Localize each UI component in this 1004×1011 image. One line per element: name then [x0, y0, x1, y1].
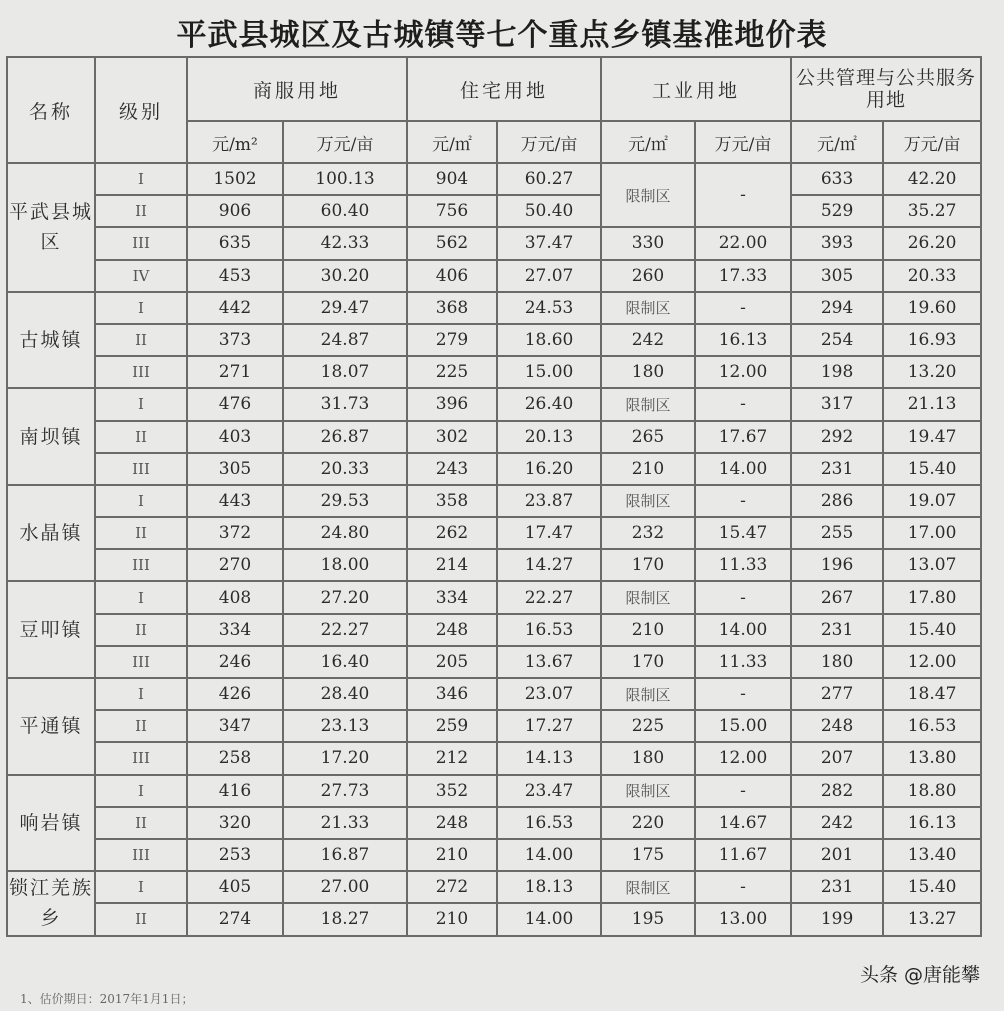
value-cell: 476: [187, 388, 283, 420]
value-cell: 243: [407, 453, 497, 485]
level-cell: III: [95, 742, 187, 774]
level-cell: II: [95, 614, 187, 646]
value-cell: 302: [407, 421, 497, 453]
table-row: [7, 549, 981, 581]
value-cell: 29.53: [283, 485, 407, 517]
table-row: [7, 517, 981, 549]
value-cell: 60.27: [497, 163, 601, 195]
value-cell: 277: [791, 678, 883, 710]
value-cell: 320: [187, 807, 283, 839]
value-cell: -: [695, 871, 791, 903]
value-cell: 13.80: [883, 742, 981, 774]
table-row: [7, 839, 981, 871]
value-cell: 19.07: [883, 485, 981, 517]
header-public-service: 公共管理与公共服务用地: [791, 57, 981, 121]
value-cell: 248: [791, 710, 883, 742]
value-cell: 限制区: [601, 871, 695, 903]
value-cell: -: [695, 485, 791, 517]
value-cell: 42.20: [883, 163, 981, 195]
value-cell: 17.20: [283, 742, 407, 774]
level-cell: I: [95, 678, 187, 710]
level-cell: II: [95, 421, 187, 453]
value-cell: 14.00: [695, 614, 791, 646]
value-cell: 27.20: [283, 581, 407, 613]
value-cell: -: [695, 775, 791, 807]
value-cell: 27.00: [283, 871, 407, 903]
level-cell: I: [95, 871, 187, 903]
value-cell: 17.00: [883, 517, 981, 549]
value-cell: 405: [187, 871, 283, 903]
value-cell: 16.87: [283, 839, 407, 871]
table-row: [7, 163, 981, 195]
header-commercial: 商服用地: [187, 57, 407, 121]
value-cell: 292: [791, 421, 883, 453]
unit-header: 元/㎡: [791, 121, 883, 163]
value-cell: 408: [187, 581, 283, 613]
value-cell: 262: [407, 517, 497, 549]
value-cell: 442: [187, 292, 283, 324]
level-cell: IV: [95, 260, 187, 292]
value-cell: 限制区: [601, 775, 695, 807]
value-cell: 12.00: [695, 742, 791, 774]
value-cell: 195: [601, 903, 695, 935]
value-cell: 180: [601, 356, 695, 388]
table-row: [7, 903, 981, 935]
level-cell: I: [95, 292, 187, 324]
level-cell: I: [95, 581, 187, 613]
level-cell: II: [95, 710, 187, 742]
value-cell: 279: [407, 324, 497, 356]
value-cell: 248: [407, 614, 497, 646]
level-cell: II: [95, 195, 187, 227]
value-cell: 限制区: [601, 581, 695, 613]
value-cell: 14.13: [497, 742, 601, 774]
value-cell: 17.67: [695, 421, 791, 453]
value-cell: 272: [407, 871, 497, 903]
value-cell: 170: [601, 549, 695, 581]
value-cell: 26.87: [283, 421, 407, 453]
value-cell: 100.13: [283, 163, 407, 195]
table-row: [7, 195, 981, 227]
level-cell: II: [95, 517, 187, 549]
value-cell: 11.67: [695, 839, 791, 871]
value-cell: -: [695, 292, 791, 324]
table-row: [7, 807, 981, 839]
value-cell: 368: [407, 292, 497, 324]
value-cell: 260: [601, 260, 695, 292]
value-cell: 17.47: [497, 517, 601, 549]
value-cell: 210: [407, 903, 497, 935]
level-cell: I: [95, 163, 187, 195]
value-cell: 232: [601, 517, 695, 549]
value-cell: 31.73: [283, 388, 407, 420]
value-cell: 453: [187, 260, 283, 292]
unit-header: 万元/亩: [883, 121, 981, 163]
value-cell: 225: [407, 356, 497, 388]
value-cell: 27.07: [497, 260, 601, 292]
value-cell: 214: [407, 549, 497, 581]
value-cell: 35.27: [883, 195, 981, 227]
value-cell: 406: [407, 260, 497, 292]
value-cell: 271: [187, 356, 283, 388]
value-cell: 18.13: [497, 871, 601, 903]
value-cell: 13.40: [883, 839, 981, 871]
value-cell: 14.67: [695, 807, 791, 839]
watermark: 头条 @唐能攀: [859, 964, 980, 986]
value-cell: 393: [791, 227, 883, 259]
value-cell: 28.40: [283, 678, 407, 710]
table-row: [7, 742, 981, 774]
value-cell: 29.47: [283, 292, 407, 324]
value-cell: 210: [601, 614, 695, 646]
value-cell: 756: [407, 195, 497, 227]
value-cell: 403: [187, 421, 283, 453]
value-cell: 22.27: [283, 614, 407, 646]
value-cell: 21.33: [283, 807, 407, 839]
value-cell: 13.27: [883, 903, 981, 935]
value-cell: 限制区: [601, 163, 695, 227]
value-cell: 14.00: [497, 839, 601, 871]
value-cell: 15.47: [695, 517, 791, 549]
value-cell: 220: [601, 807, 695, 839]
table-body: [7, 163, 981, 936]
value-cell: 23.47: [497, 775, 601, 807]
value-cell: 305: [187, 453, 283, 485]
value-cell: 20.33: [283, 453, 407, 485]
value-cell: 14.00: [695, 453, 791, 485]
value-cell: 286: [791, 485, 883, 517]
town-name: 平武县城区: [7, 163, 95, 292]
value-cell: 26.20: [883, 227, 981, 259]
level-cell: III: [95, 227, 187, 259]
unit-header: 万元/亩: [283, 121, 407, 163]
value-cell: 246: [187, 646, 283, 678]
header-industrial: 工业用地: [601, 57, 791, 121]
table-row: [7, 581, 981, 613]
unit-header: 万元/亩: [497, 121, 601, 163]
table-row: [7, 227, 981, 259]
value-cell: 13.67: [497, 646, 601, 678]
value-cell: 50.40: [497, 195, 601, 227]
value-cell: 334: [187, 614, 283, 646]
value-cell: 270: [187, 549, 283, 581]
value-cell: 18.27: [283, 903, 407, 935]
value-cell: 330: [601, 227, 695, 259]
value-cell: 27.73: [283, 775, 407, 807]
table-row: [7, 678, 981, 710]
value-cell: 562: [407, 227, 497, 259]
value-cell: 199: [791, 903, 883, 935]
value-cell: 196: [791, 549, 883, 581]
value-cell: 334: [407, 581, 497, 613]
value-cell: 15.40: [883, 453, 981, 485]
town-name: 古城镇: [7, 292, 95, 389]
value-cell: 253: [187, 839, 283, 871]
value-cell: 170: [601, 646, 695, 678]
level-cell: II: [95, 324, 187, 356]
header-residential: 住宅用地: [407, 57, 601, 121]
value-cell: 26.40: [497, 388, 601, 420]
value-cell: 15.40: [883, 614, 981, 646]
town-name: 响岩镇: [7, 775, 95, 872]
value-cell: 372: [187, 517, 283, 549]
value-cell: 231: [791, 871, 883, 903]
unit-header: 元/㎡: [407, 121, 497, 163]
value-cell: 16.20: [497, 453, 601, 485]
value-cell: 635: [187, 227, 283, 259]
unit-header: 万元/亩: [695, 121, 791, 163]
value-cell: 904: [407, 163, 497, 195]
value-cell: 317: [791, 388, 883, 420]
town-name: 南坝镇: [7, 388, 95, 485]
value-cell: 11.33: [695, 549, 791, 581]
value-cell: 16.53: [497, 807, 601, 839]
value-cell: 17.27: [497, 710, 601, 742]
page-title: 平武县城区及古城镇等七个重点乡镇基准地价表: [176, 18, 828, 53]
level-cell: I: [95, 485, 187, 517]
value-cell: 15.40: [883, 871, 981, 903]
value-cell: 限制区: [601, 292, 695, 324]
table-row: [7, 356, 981, 388]
value-cell: 37.47: [497, 227, 601, 259]
level-cell: III: [95, 356, 187, 388]
table-row: [7, 614, 981, 646]
value-cell: 23.07: [497, 678, 601, 710]
table-row: [7, 292, 981, 324]
table-row: [7, 775, 981, 807]
value-cell: 16.40: [283, 646, 407, 678]
value-cell: 180: [791, 646, 883, 678]
value-cell: 231: [791, 614, 883, 646]
value-cell: 225: [601, 710, 695, 742]
value-cell: 529: [791, 195, 883, 227]
value-cell: 12.00: [883, 646, 981, 678]
value-cell: 16.93: [883, 324, 981, 356]
value-cell: 13.20: [883, 356, 981, 388]
value-cell: 24.87: [283, 324, 407, 356]
value-cell: 347: [187, 710, 283, 742]
value-cell: 396: [407, 388, 497, 420]
value-cell: 限制区: [601, 485, 695, 517]
value-cell: 205: [407, 646, 497, 678]
value-cell: 13.07: [883, 549, 981, 581]
value-cell: 24.80: [283, 517, 407, 549]
table-row: [7, 324, 981, 356]
value-cell: 16.13: [695, 324, 791, 356]
value-cell: 906: [187, 195, 283, 227]
value-cell: 14.00: [497, 903, 601, 935]
value-cell: 633: [791, 163, 883, 195]
value-cell: 231: [791, 453, 883, 485]
level-cell: III: [95, 646, 187, 678]
value-cell: 212: [407, 742, 497, 774]
value-cell: 18.60: [497, 324, 601, 356]
value-cell: 274: [187, 903, 283, 935]
value-cell: 305: [791, 260, 883, 292]
value-cell: 416: [187, 775, 283, 807]
level-cell: II: [95, 807, 187, 839]
value-cell: 207: [791, 742, 883, 774]
value-cell: 18.47: [883, 678, 981, 710]
value-cell: 限制区: [601, 388, 695, 420]
table-row: [7, 485, 981, 517]
value-cell: 210: [407, 839, 497, 871]
value-cell: 15.00: [695, 710, 791, 742]
footnote: 1、估价期日：2017年1月1日；: [20, 992, 194, 1006]
value-cell: 180: [601, 742, 695, 774]
town-name: 水晶镇: [7, 485, 95, 582]
value-cell: 258: [187, 742, 283, 774]
value-cell: 16.13: [883, 807, 981, 839]
value-cell: 265: [601, 421, 695, 453]
value-cell: 14.27: [497, 549, 601, 581]
value-cell: 20.33: [883, 260, 981, 292]
town-name: 平通镇: [7, 678, 95, 775]
value-cell: 175: [601, 839, 695, 871]
table-row: [7, 260, 981, 292]
value-cell: 259: [407, 710, 497, 742]
value-cell: 255: [791, 517, 883, 549]
value-cell: 18.80: [883, 775, 981, 807]
value-cell: 12.00: [695, 356, 791, 388]
value-cell: 15.00: [497, 356, 601, 388]
value-cell: -: [695, 388, 791, 420]
value-cell: 242: [791, 807, 883, 839]
value-cell: 24.53: [497, 292, 601, 324]
value-cell: 443: [187, 485, 283, 517]
value-cell: 23.87: [497, 485, 601, 517]
value-cell: 1502: [187, 163, 283, 195]
table-row: [7, 871, 981, 903]
header-name: 名称: [7, 57, 95, 163]
value-cell: 352: [407, 775, 497, 807]
value-cell: 210: [601, 453, 695, 485]
value-cell: 18.00: [283, 549, 407, 581]
value-cell: 19.60: [883, 292, 981, 324]
value-cell: 358: [407, 485, 497, 517]
value-cell: 267: [791, 581, 883, 613]
value-cell: 限制区: [601, 678, 695, 710]
header-level: 级别: [95, 57, 187, 163]
value-cell: 30.20: [283, 260, 407, 292]
value-cell: 426: [187, 678, 283, 710]
town-name: 锁江羌族乡: [7, 871, 95, 935]
unit-header: 元/㎡: [601, 121, 695, 163]
value-cell: 17.80: [883, 581, 981, 613]
value-cell: 242: [601, 324, 695, 356]
value-cell: 22.00: [695, 227, 791, 259]
value-cell: 294: [791, 292, 883, 324]
value-cell: -: [695, 163, 791, 227]
value-cell: -: [695, 581, 791, 613]
value-cell: 21.13: [883, 388, 981, 420]
value-cell: 13.00: [695, 903, 791, 935]
value-cell: 248: [407, 807, 497, 839]
level-cell: III: [95, 453, 187, 485]
value-cell: 373: [187, 324, 283, 356]
value-cell: 18.07: [283, 356, 407, 388]
value-cell: -: [695, 678, 791, 710]
value-cell: 254: [791, 324, 883, 356]
value-cell: 42.33: [283, 227, 407, 259]
value-cell: 19.47: [883, 421, 981, 453]
land-price-table: [6, 56, 982, 937]
table-row: [7, 421, 981, 453]
table-row: [7, 710, 981, 742]
table-row: [7, 646, 981, 678]
town-name: 豆叩镇: [7, 581, 95, 678]
value-cell: 16.53: [497, 614, 601, 646]
level-cell: II: [95, 903, 187, 935]
table-row: [7, 453, 981, 485]
value-cell: 20.13: [497, 421, 601, 453]
value-cell: 201: [791, 839, 883, 871]
value-cell: 60.40: [283, 195, 407, 227]
value-cell: 282: [791, 775, 883, 807]
value-cell: 23.13: [283, 710, 407, 742]
level-cell: III: [95, 549, 187, 581]
table-row: [7, 388, 981, 420]
value-cell: 11.33: [695, 646, 791, 678]
value-cell: 17.33: [695, 260, 791, 292]
level-cell: I: [95, 775, 187, 807]
level-cell: I: [95, 388, 187, 420]
value-cell: 16.53: [883, 710, 981, 742]
value-cell: 198: [791, 356, 883, 388]
level-cell: III: [95, 839, 187, 871]
unit-header: 元/m²: [187, 121, 283, 163]
value-cell: 22.27: [497, 581, 601, 613]
value-cell: 346: [407, 678, 497, 710]
